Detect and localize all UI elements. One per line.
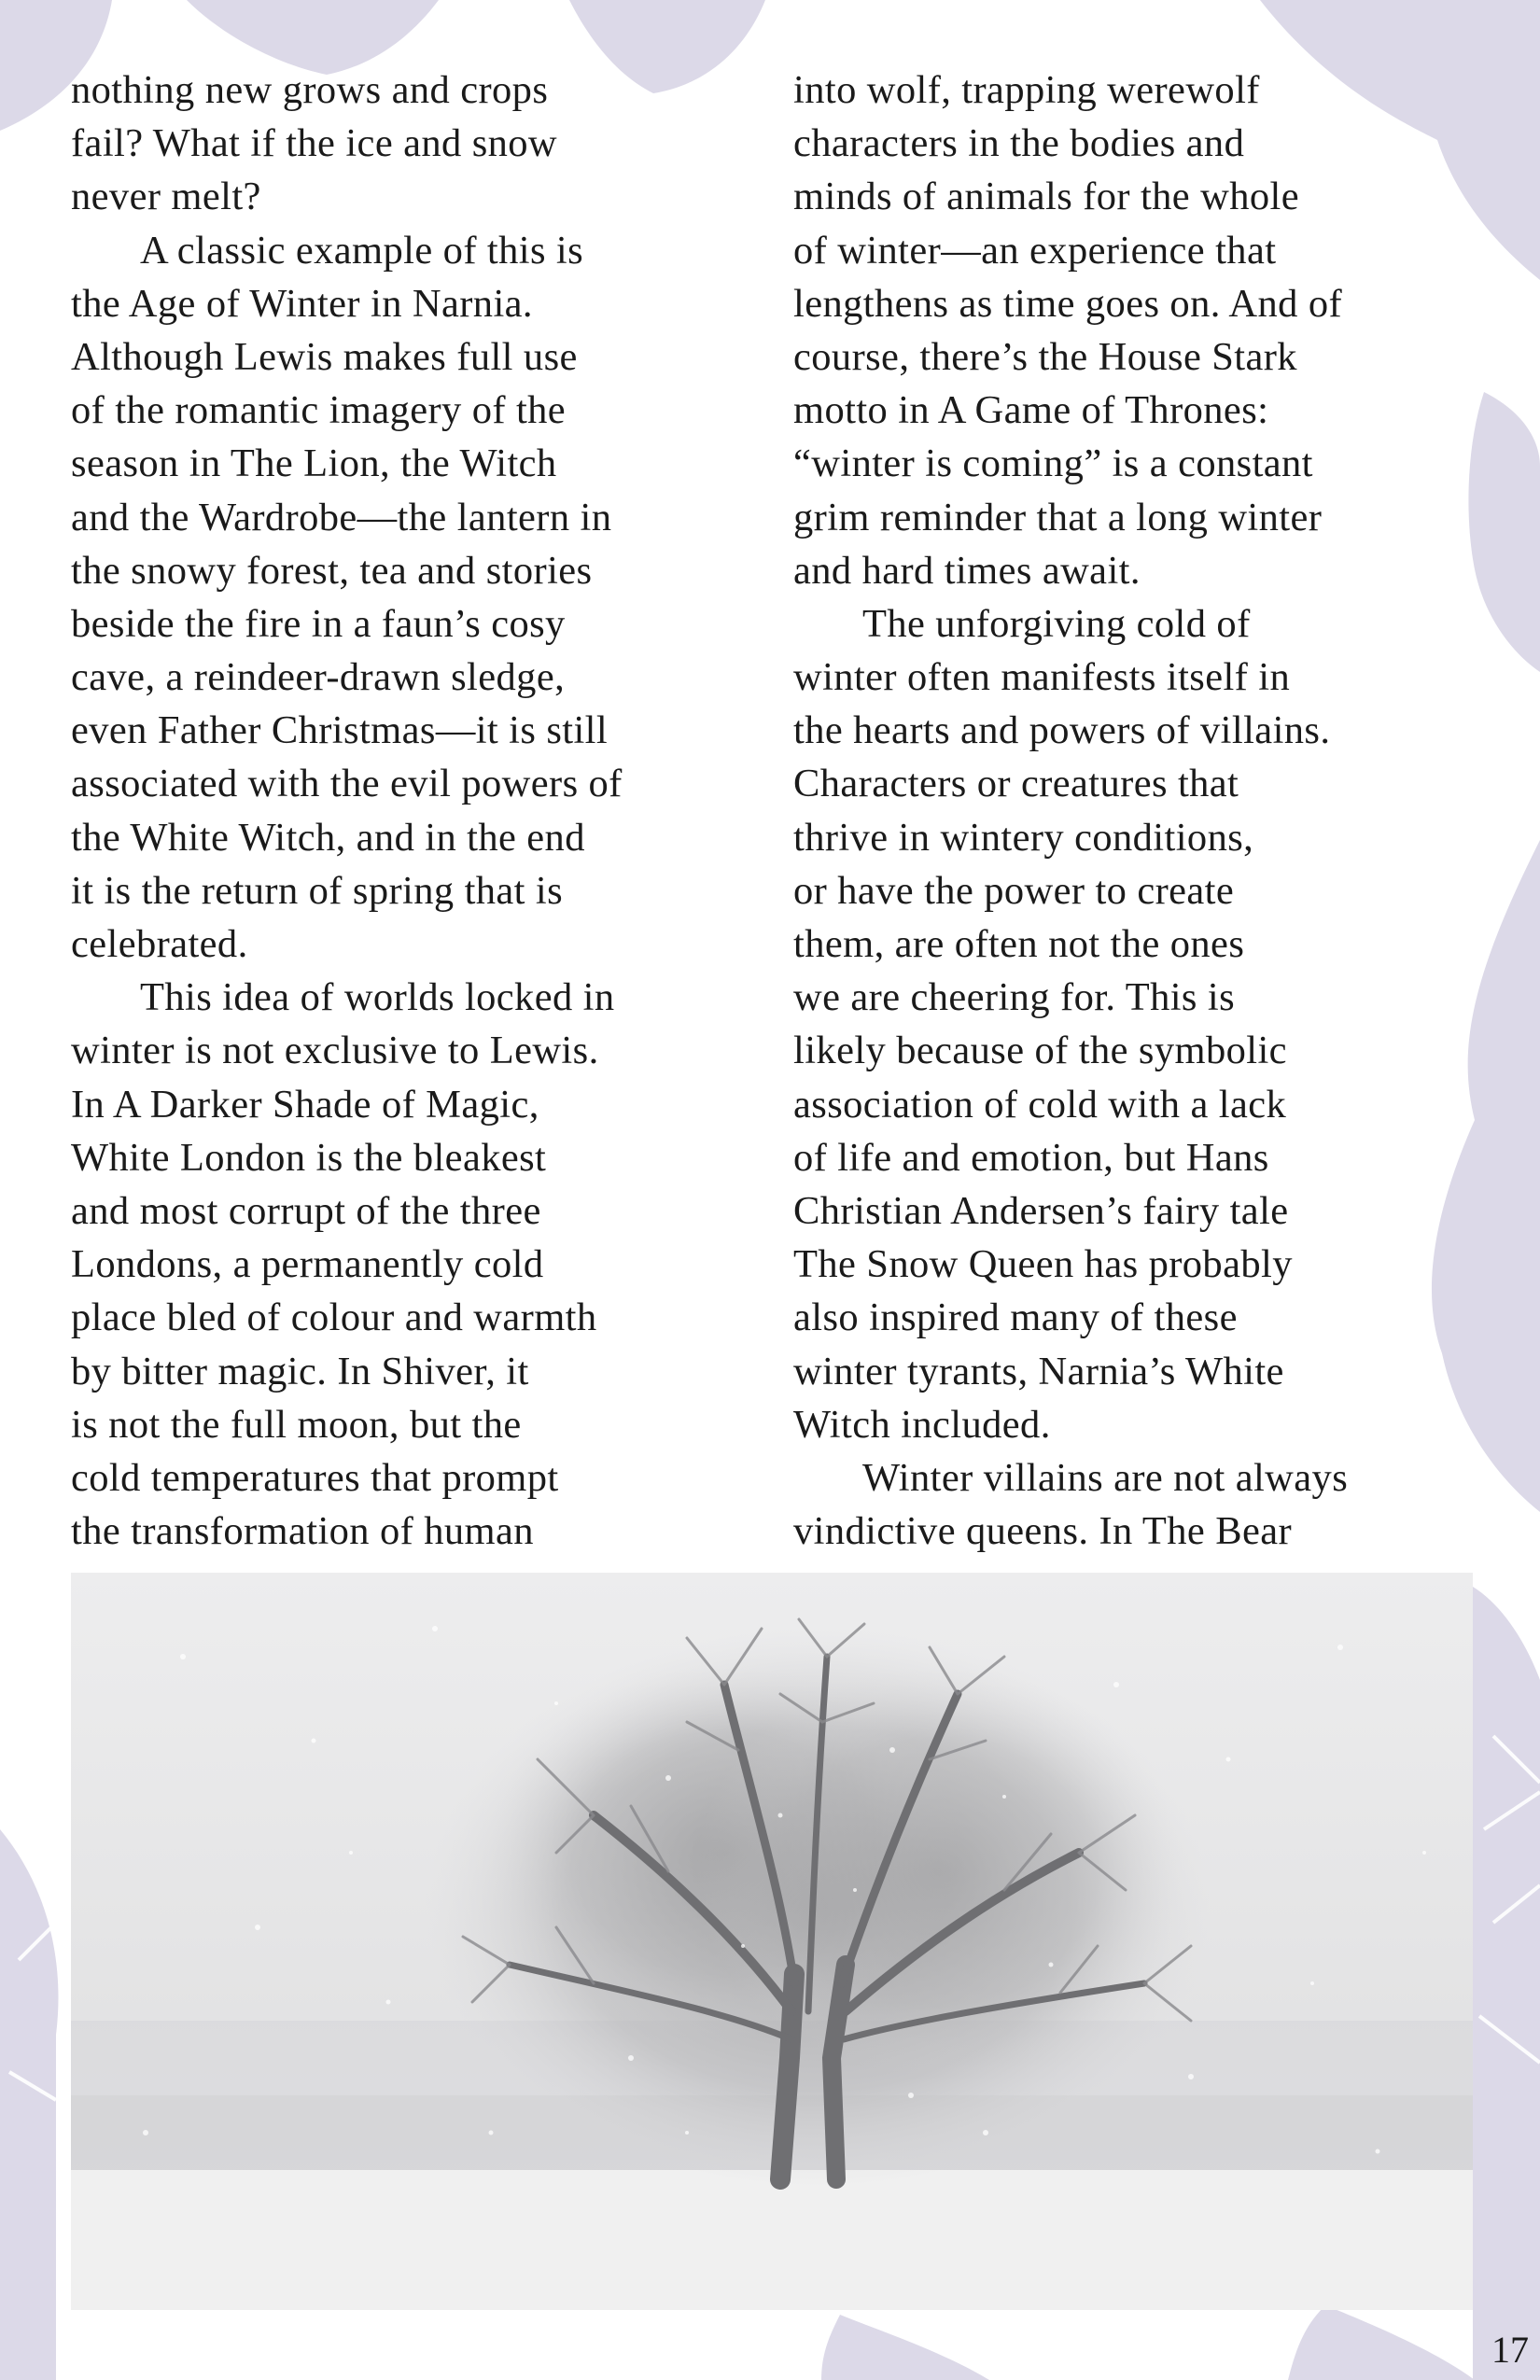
text-line: of winter—an experience that: [793, 228, 1277, 273]
text-line: place bled of colour and warmth: [71, 1295, 597, 1340]
snowy-tree-photo: [71, 1573, 1473, 2310]
page-number: 17: [1491, 2329, 1529, 2371]
text-line: never melt?: [71, 175, 261, 219]
text-line: characters in the bodies and: [793, 121, 1245, 166]
text-line: In A Darker Shade of Magic,: [71, 1082, 539, 1127]
text-line: winter tyrants, Narnia’s White: [793, 1349, 1284, 1393]
text-line: The unforgiving cold of: [862, 601, 1251, 646]
text-line: cave, a reindeer-drawn sledge,: [71, 655, 566, 700]
text-line: also inspired many of these: [793, 1295, 1238, 1340]
article-column-right: [793, 63, 1484, 1558]
text-line: course, there’s the House Stark: [793, 334, 1297, 379]
text-line: the snowy forest, tea and stories: [71, 548, 593, 593]
text-line: the Age of Winter in Narnia.: [71, 281, 533, 326]
text-line: vindictive queens. In The Bear: [793, 1509, 1293, 1554]
text-line: Christian Andersen’s fairy tale: [793, 1188, 1289, 1233]
text-line: association of cold with a lack: [793, 1082, 1287, 1127]
text-line: into wolf, trapping werewolf: [793, 68, 1260, 112]
text-line: motto in A Game of Thrones:: [793, 388, 1269, 433]
text-line: them, are often not the ones: [793, 922, 1245, 966]
text-line: is not the full moon, but the: [71, 1402, 522, 1447]
text-line: Characters or creatures that: [793, 762, 1239, 806]
article-column-left: [71, 63, 762, 1558]
text-line: or have the power to create: [793, 868, 1235, 913]
text-line: we are cheering for. This is: [793, 975, 1236, 1020]
text-line: This idea of worlds locked in: [140, 975, 615, 1020]
text-line: even Father Christmas—it is still: [71, 708, 609, 753]
text-line: and hard times await.: [793, 548, 1141, 593]
text-line: the hearts and powers of villains.: [793, 708, 1331, 753]
text-line: of the romantic imagery of the: [71, 388, 567, 433]
text-line: the White Witch, and in the end: [71, 815, 585, 860]
text-line: Winter villains are not always: [862, 1455, 1349, 1500]
text-line: cold temperatures that prompt: [71, 1455, 559, 1500]
text-line: lengthens as time goes on. And of: [793, 281, 1343, 326]
text-line: of life and emotion, but Hans: [793, 1135, 1269, 1180]
text-line: celebrated.: [71, 922, 248, 966]
text-line: likely because of the symbolic: [793, 1029, 1287, 1073]
text-line: minds of animals for the whole: [793, 175, 1299, 219]
text-line: and most corrupt of the three: [71, 1188, 541, 1233]
text-line: thrive in wintery conditions,: [793, 815, 1254, 860]
text-line: winter is not exclusive to Lewis.: [71, 1029, 599, 1073]
text-line: and the Wardrobe—the lantern in: [71, 495, 612, 539]
text-line: nothing new grows and crops: [71, 68, 549, 112]
text-line: Although Lewis makes full use: [71, 334, 578, 379]
text-line: Londons, a permanently cold: [71, 1242, 544, 1287]
text-line: by bitter magic. In Shiver, it: [71, 1349, 529, 1393]
text-line: the transformation of human: [71, 1509, 534, 1554]
text-line: White London is the bleakest: [71, 1135, 547, 1180]
text-line: Witch included.: [793, 1402, 1051, 1447]
text-line: “winter is coming” is a constant: [793, 441, 1313, 486]
text-line: fail? What if the ice and snow: [71, 121, 558, 166]
text-line: A classic example of this is: [140, 228, 584, 273]
text-line: The Snow Queen has probably: [793, 1242, 1293, 1287]
text-line: grim reminder that a long winter: [793, 495, 1323, 539]
text-line: it is the return of spring that is: [71, 868, 564, 913]
text-line: season in The Lion, the Witch: [71, 441, 557, 486]
text-line: associated with the evil powers of: [71, 762, 623, 806]
text-line: winter often manifests itself in: [793, 655, 1291, 700]
text-line: beside the fire in a faun’s cosy: [71, 601, 566, 646]
